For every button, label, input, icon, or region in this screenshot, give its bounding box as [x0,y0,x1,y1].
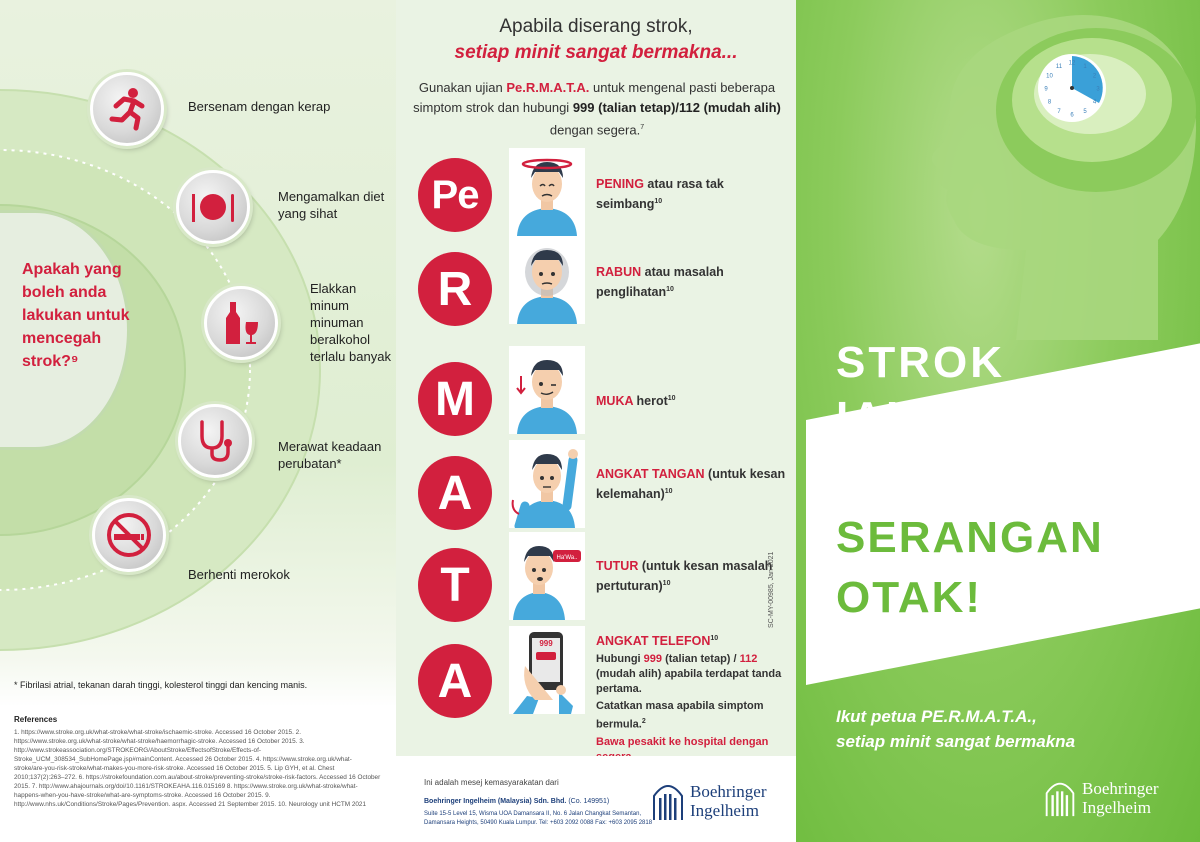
title-line3: SERANGAN [836,513,1104,562]
tip-diet-text: Mengamalkan diet yang sihat [278,189,385,221]
wine-bottle-glass-icon [216,298,266,348]
cover-highlight [836,508,1104,628]
desc-tutur: TUTUR (untuk kesan masalah pertuturan)$^{10}$ [596,559,773,594]
clock-numeral: 10 [1046,73,1053,80]
clock-numeral: 12 [1068,60,1076,67]
desc-angkat-telefon: ANGKAT TELEFON$^{10}$ Hubungi 999 (talian tetap) / 112 (mudah alih) apabila terdapat tanda pertama. Catatkan masa apabila simptom bermula.$^2$ Bawa pesakit ke hospital dengan [596,630,786,765]
boehringer-logo-cover [1044,778,1158,818]
logo-line2: Ingelheim [690,801,759,820]
letter-a-arm: A [418,456,492,530]
footnote: * Fibrilasi atrial, tekanan darah tinggi, kolesterol tinggi dan kencing manis. [14,680,308,690]
tip-medical-text: Merawat keadaan perubatan* [278,439,382,471]
letter-t: T [418,548,492,622]
telefon-call-instruction: Hubungi 999 (talian tetap) / 112 (mudah alih) apabila terdapat tanda pertama. [596,653,782,696]
tip-alcohol-text: Elakkan minum minuman beralkohol terlalu banyak [310,281,391,364]
head-brain-illustration [896,0,1200,340]
boehringer-logo-icon [652,780,684,822]
tip-diet [176,170,250,244]
document-code: SC-MY-00985, Jan 2021 [768,551,775,628]
clock-numeral: 8 [1047,99,1052,106]
telefon-hospital-instruction: Bawa pesakit ke hospital dengan [596,735,769,748]
prevention-question: Apakah yang boleh anda lakukan untuk mencegah strok?⁹ [22,261,130,370]
clock-numeral: 3 [1096,86,1100,93]
letter-a-phone: A [418,644,492,718]
permata-panel [396,0,796,842]
logo-line2: Ingelheim [1082,798,1151,817]
clock-numeral: 6 [1070,112,1074,119]
stethoscope-icon [190,416,240,466]
clock-numeral: 9 [1044,86,1048,93]
desc-rabun: RABUN atau masalah penglihatan$^{10}$ [596,265,724,300]
plate-cutlery-icon [188,182,238,232]
motto-line2: setiap minit sangat bermakna [836,732,1076,751]
tip-exercise [90,72,164,146]
letter-r: R [418,252,492,326]
dizzy-illustration [509,148,585,236]
title-line4: OTAK! [836,573,983,622]
heading-line2: setiap minit sangat bermakna... [454,42,738,63]
middle-footer [396,756,796,842]
desc-angkat-tangan: ANGKAT TANGAN (untuk kesan kelemahan)$^{10}$ [596,467,786,502]
clock-numeral: 1 [1083,64,1087,70]
clock-numeral: 7 [1057,109,1061,115]
logo-line1: Boehringer [1082,779,1159,798]
title-line1: STROK [836,338,1005,387]
footer-company: Boehringer Ingelheim (Malaysia) Sdn. Bhd. (Co. 149951) [424,798,610,805]
heading-line1: Apabila diserang strok, [499,16,693,37]
telefon-time-instruction: Catatkan masa apabila simptom bermula.$^2$ [596,700,764,731]
intro-text: Gunakan ujian Pe.R.M.A.T.A. untuk mengenal pasti beberapa simptom strok dan hubungi 999 (talian tetap)/112 (mudah alih) dengan segera.$^7$ [413,80,781,138]
references [0,705,396,842]
tip-alcohol [204,286,278,360]
footer-address: Suite 15-5 Level 15, Wisma UOA Damansara II, No. 6 Jalan Changkat Semantan, Damansara Heights, 50490 Kuala Lumpur. Tel: +603 2092 0088 Fax: +603 2095 2818 [424,811,653,826]
motto-line1: Ikut petua PE.R.M.A.T.A., [836,707,1037,726]
logo-line1: Boehringer [690,782,767,801]
speech-bubble-text: Ha'Wa.. [556,555,578,561]
cover-motto [836,704,1075,754]
arm-raise-illustration [509,440,585,528]
speech-illustration [509,532,585,620]
desc-muka: MUKA herot$^{10}$ [596,394,676,409]
blurred-vision-illustration [509,236,585,324]
running-person-icon [102,84,152,134]
references-text: 1. https://www.stroke.org.uk/what-stroke/what-stroke/ischaemic-stroke. Accessed 16 October 2015. 2. https://www.stroke.org.uk/what-stroke/what-stroke/haemorrhagic-stroke. Accessed 16 October 2015. 3. http://www.strokeassociation.org/STROKEORG/AboutStroke/EffectsofStroke/Effects-of-Stroke_UCM_308534_SubHomePage.jsp#mainContent. Accessed 26 October 2015. 4. https://www.stroke.org.uk/what-stroke/are-you-risk-stroke/what-makes-you-more-risk-stroke. Accessed 16 October 2015. 5. Lip GYH, et al. Chest 2010;137(2):263–272. 6. https://strokefoundation.com.au/about-stroke/preventing-stroke/stroke-risk-factors. Accessed 16 October 2015. 7. http://www.ahajournals.org/doi/10.1161/STROKEAHA.116.015169 8. https://www.stroke.org.uk/what-stroke/what-happens-when-you-have-stroke/what-are-symptoms-stroke. Accessed 16 October 2015. 9. http://www.nhs.uk/Conditions/Stroke/Pages/Prevention. aspx. Accessed 21 September 2015. 10. Neurology unit HCTM 2021 [14,729,381,808]
cover-panel [796,0,1200,842]
boehringer-logo-icon [1044,778,1076,818]
clock-numeral: 11 [1055,64,1063,70]
footer-intro: Ini adalah mesej kemasyarakatan dari [424,778,559,787]
references-title: References [14,715,58,724]
boehringer-logo-footer [652,780,766,822]
clock-numeral: 4 [1092,99,1097,106]
tip-smoking [92,498,166,572]
tip-medical [178,404,252,478]
phone-call-illustration [509,626,585,714]
face-droop-illustration [509,346,585,434]
phone-number-text: 999 [539,639,553,648]
prevention-panel [0,0,396,842]
letter-pe: Pe [418,158,492,232]
tip-exercise-text: Bersenam dengan kerap [188,99,331,114]
clock-numeral: 2 [1092,73,1097,80]
no-smoking-icon [104,510,154,560]
desc-pening: PENING atau rasa tak seimbang$^{10}$ [596,177,724,212]
tip-smoking-text: Berhenti merokok [188,567,290,582]
letter-m: M [418,362,492,436]
clock-numeral: 5 [1083,109,1087,115]
